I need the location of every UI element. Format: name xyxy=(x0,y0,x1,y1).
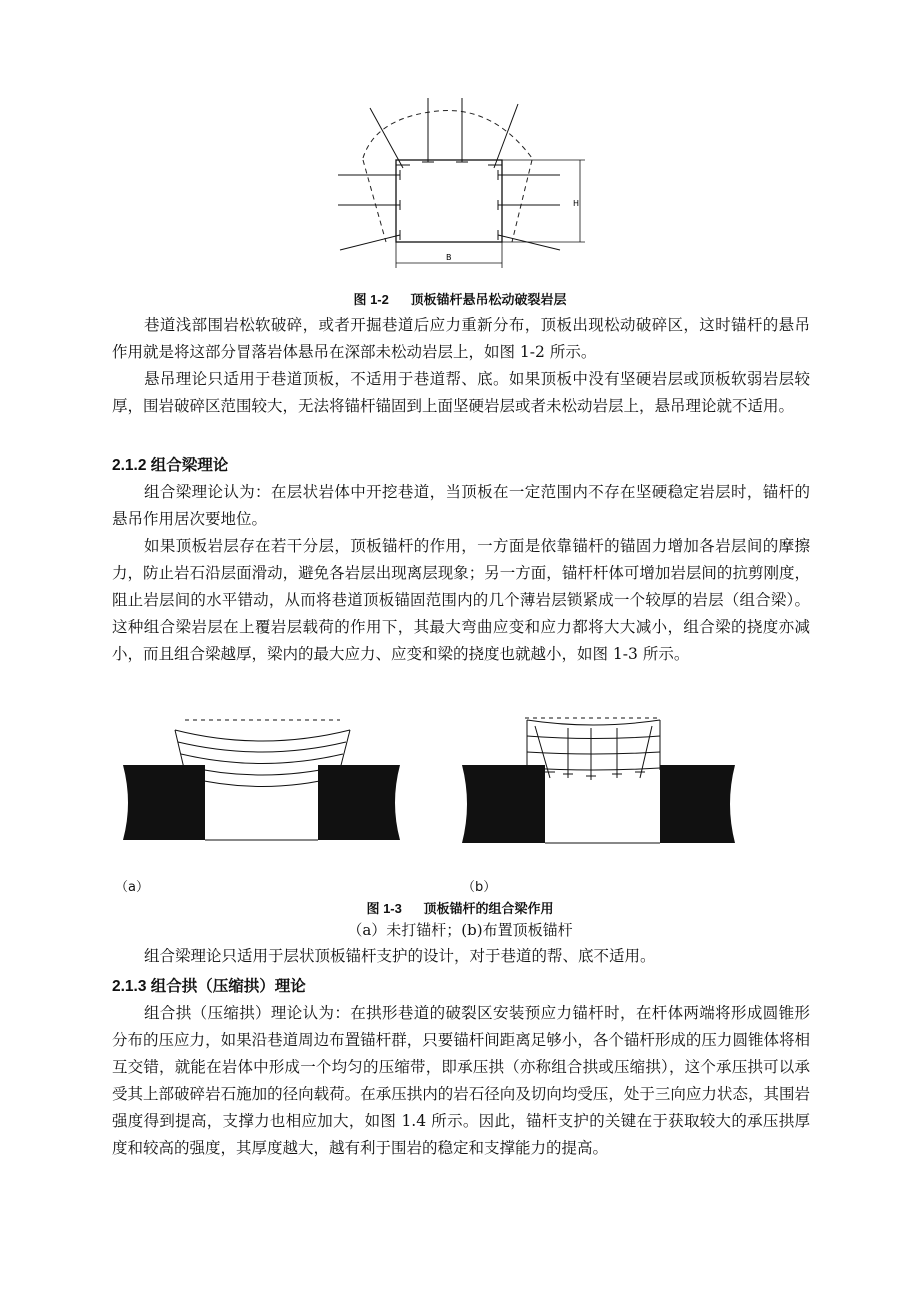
section-heading-2-1-2: 2.1.2 组合梁理论 xyxy=(112,457,229,474)
figure-1-3b-label: （b） xyxy=(462,880,497,895)
figure-1-2-caption: 图 1-2 顶板锚杆悬吊松动破裂岩层 xyxy=(353,292,567,307)
paragraph-6: 组合拱（压缩拱）理论认为：在拱形巷道的破裂区安装预应力锚杆时，在杆体两端将形成圆锥形分布的压应力，如果沿巷道周边布置锚杆群，只要锚杆间距离足够小，各个锚杆形成的压力圆锥体将相互交错，就能在岩体中形成一个均匀的压缩带，即承压拱（亦称组合拱或压缩拱），这个承压拱可以承受其上部破碎岩石施加的径向载荷。在承压拱内的岩石径向及切向均受压，处于三向应力状态，其围岩强度得到提高，支撑力也相应加大，如图 1.4 所示。因此，锚杆支护的关键在于获取较大的承压拱厚度和较高的强度，其厚度越大，越有利于围岩的稳定和支撑能力的提高。 xyxy=(112,1004,810,1157)
figure-1-3-subcaption: （a）未打锚杆；(b)布置顶板锚杆 xyxy=(347,921,573,939)
paragraph-1: 巷道浅部围岩松软破碎，或者开掘巷道后应力重新分布，顶板出现松动破碎区，这时锚杆的悬吊作用就是将这部分冒落岩体悬吊在深部未松动岩层上，如图 1-2 所示。 xyxy=(112,316,810,361)
paragraph-2: 悬吊理论只适用于巷道顶板，不适用于巷道帮、底。如果顶板中没有坚硬岩层或顶板软弱岩层较厚，围岩破碎区范围较大，无法将锚杆锚固到上面坚硬岩层或者未松动岩层上，悬吊理论就不适用。 xyxy=(112,370,810,415)
figure-1-2-diagram xyxy=(330,95,600,275)
roadway-rect xyxy=(396,160,502,242)
figure-1-3-caption: 图 1-3 顶板锚杆的组合梁作用 xyxy=(366,901,554,916)
section-heading-2-1-3: 2.1.3 组合拱（压缩拱）理论 xyxy=(112,978,306,995)
dimension-h-label: H xyxy=(573,199,580,208)
paragraph-4: 如果顶板岩层存在若干分层，顶板锚杆的作用，一方面是依靠锚杆的锚固力增加各岩层间的摩擦力，防止岩石沿层面滑动，避免各岩层出现离层现象；另一方面，锚杆杆体可增加岩层间的抗剪刚度，阻止岩层间的水平错动，从而将巷道顶板锚固范围内的几个薄岩层锁紧成一个较厚的岩层（组合梁）。这种组合梁岩层在上覆岩层载荷的作用下，其最大弯曲应变和应力都将大大减小，组合梁的挠度亦减小，而且组合梁越厚，梁内的最大应力、应变和梁的挠度也就越小，如图 1-3 所示。 xyxy=(112,537,810,663)
paragraph-3: 组合梁理论认为：在层状岩体中开挖巷道，当顶板在一定范围内不存在坚硬稳定岩层时，锚杆的悬吊作用居次要地位。 xyxy=(112,483,810,528)
dimension-b-label: B xyxy=(446,253,452,262)
left-rock-pillar-b xyxy=(462,765,545,843)
figure-1-3b-diagram xyxy=(455,712,745,872)
right-rock-pillar-b xyxy=(660,765,735,843)
left-rock-pillar xyxy=(123,765,205,840)
right-rock-pillar xyxy=(318,765,400,840)
figure-1-3a-label: （a） xyxy=(115,880,149,895)
figure-1-3a-diagram xyxy=(115,712,415,872)
paragraph-5: 组合梁理论只适用于层状顶板锚杆支护的设计，对于巷道的帮、底不适用。 xyxy=(144,947,656,965)
